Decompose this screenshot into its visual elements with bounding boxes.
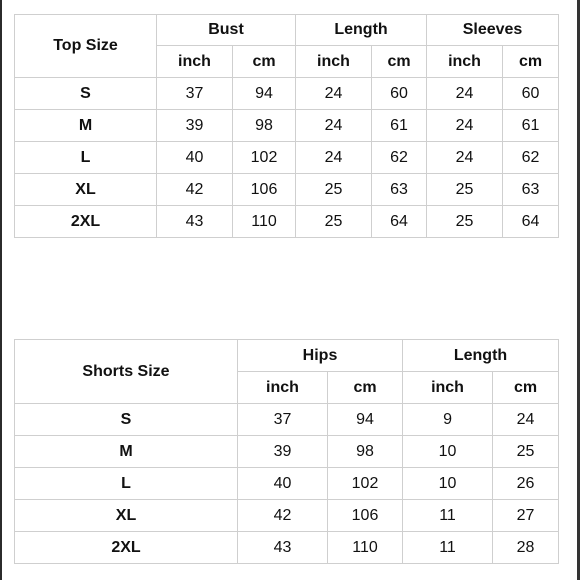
table-row bbox=[15, 468, 559, 500]
size-label: S bbox=[15, 78, 157, 110]
table-cell: 40 bbox=[157, 142, 233, 174]
size-label: 2XL bbox=[15, 206, 157, 238]
unit-header: cm bbox=[493, 372, 559, 404]
shorts-size-header: Shorts Size bbox=[15, 340, 238, 404]
table-cell: 64 bbox=[503, 206, 559, 238]
sleeves-header: Sleeves bbox=[427, 15, 559, 46]
table-cell: 61 bbox=[503, 110, 559, 142]
table-row bbox=[15, 436, 559, 468]
table-cell: 25 bbox=[493, 436, 559, 468]
table-cell: 39 bbox=[238, 436, 328, 468]
shorts-size-table bbox=[14, 339, 559, 564]
table-row bbox=[15, 110, 559, 142]
unit-header: cm bbox=[233, 46, 296, 78]
size-label: XL bbox=[15, 500, 238, 532]
table-cell: 39 bbox=[157, 110, 233, 142]
table-cell: 24 bbox=[427, 142, 503, 174]
table-cell: 106 bbox=[328, 500, 403, 532]
size-label: M bbox=[15, 110, 157, 142]
unit-header: cm bbox=[503, 46, 559, 78]
table-cell: 94 bbox=[328, 404, 403, 436]
left-edge-border bbox=[0, 0, 2, 580]
unit-header: inch bbox=[238, 372, 328, 404]
table-cell: 106 bbox=[233, 174, 296, 206]
top-size-table bbox=[14, 14, 559, 238]
table-cell: 24 bbox=[296, 142, 372, 174]
table-cell: 61 bbox=[372, 110, 427, 142]
table-cell: 110 bbox=[328, 532, 403, 564]
table-cell: 37 bbox=[157, 78, 233, 110]
table-cell: 25 bbox=[296, 206, 372, 238]
table-cell: 25 bbox=[427, 206, 503, 238]
table-cell: 98 bbox=[328, 436, 403, 468]
length-header: Length bbox=[296, 15, 427, 46]
size-label: S bbox=[15, 404, 238, 436]
table-row bbox=[15, 500, 559, 532]
table-cell: 27 bbox=[493, 500, 559, 532]
size-label: L bbox=[15, 142, 157, 174]
table-cell: 25 bbox=[296, 174, 372, 206]
table-row bbox=[15, 532, 559, 564]
table-row bbox=[15, 206, 559, 238]
table-cell: 10 bbox=[403, 436, 493, 468]
unit-header: cm bbox=[372, 46, 427, 78]
table-cell: 98 bbox=[233, 110, 296, 142]
table-row bbox=[15, 78, 559, 110]
table-row bbox=[15, 174, 559, 206]
unit-header: inch bbox=[296, 46, 372, 78]
table-cell: 102 bbox=[328, 468, 403, 500]
table-cell: 24 bbox=[493, 404, 559, 436]
unit-header: inch bbox=[157, 46, 233, 78]
size-label: XL bbox=[15, 174, 157, 206]
table-cell: 24 bbox=[296, 78, 372, 110]
hips-header: Hips bbox=[238, 340, 403, 372]
size-label: 2XL bbox=[15, 532, 238, 564]
table-row bbox=[15, 404, 559, 436]
unit-header: inch bbox=[427, 46, 503, 78]
table-cell: 110 bbox=[233, 206, 296, 238]
size-label: L bbox=[15, 468, 238, 500]
table-cell: 62 bbox=[503, 142, 559, 174]
table-cell: 64 bbox=[372, 206, 427, 238]
table-cell: 60 bbox=[372, 78, 427, 110]
table-cell: 94 bbox=[233, 78, 296, 110]
table-cell: 42 bbox=[157, 174, 233, 206]
bust-header: Bust bbox=[157, 15, 296, 46]
unit-header: inch bbox=[403, 372, 493, 404]
length-header: Length bbox=[403, 340, 559, 372]
table-cell: 11 bbox=[403, 532, 493, 564]
table-cell: 63 bbox=[503, 174, 559, 206]
table-cell: 43 bbox=[238, 532, 328, 564]
table-cell: 28 bbox=[493, 532, 559, 564]
table-cell: 102 bbox=[233, 142, 296, 174]
table-cell: 24 bbox=[296, 110, 372, 142]
table-cell: 24 bbox=[427, 110, 503, 142]
table-cell: 40 bbox=[238, 468, 328, 500]
table-cell: 42 bbox=[238, 500, 328, 532]
table-row bbox=[15, 142, 559, 174]
top-size-header: Top Size bbox=[15, 15, 157, 78]
table-cell: 10 bbox=[403, 468, 493, 500]
table-cell: 9 bbox=[403, 404, 493, 436]
unit-header: cm bbox=[328, 372, 403, 404]
table-cell: 63 bbox=[372, 174, 427, 206]
table-cell: 37 bbox=[238, 404, 328, 436]
table-cell: 24 bbox=[427, 78, 503, 110]
table-cell: 11 bbox=[403, 500, 493, 532]
table-cell: 62 bbox=[372, 142, 427, 174]
size-label: M bbox=[15, 436, 238, 468]
table-cell: 60 bbox=[503, 78, 559, 110]
table-cell: 26 bbox=[493, 468, 559, 500]
table-cell: 43 bbox=[157, 206, 233, 238]
table-cell: 25 bbox=[427, 174, 503, 206]
